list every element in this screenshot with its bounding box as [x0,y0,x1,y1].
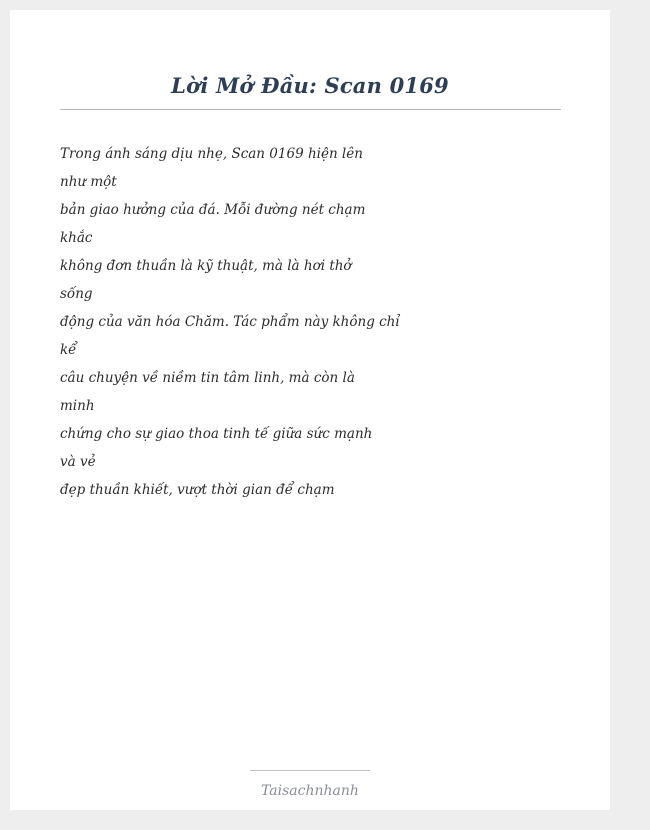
title-divider [60,109,561,110]
text-line: sống [60,286,93,302]
text-line: khắc [60,230,93,246]
text-line: kể [60,342,77,358]
text-line: bản giao hưởng của đá. Mỗi đường nét chạm [60,202,366,218]
body-text [60,140,400,504]
text-line: như một [60,174,117,190]
text-line: chứng cho sự giao thoa tinh tế giữa sức mạnh [60,426,373,442]
text-line: Trong ánh sáng dịu nhẹ, Scan 0169 hiện lên [60,146,363,162]
document-page [10,10,610,810]
text-line: đẹp thuần khiết, vượt thời gian để chạm [60,482,335,498]
text-line: minh [60,398,95,414]
footer-publisher: Taisachnhanh [261,783,359,799]
footer-divider [250,770,370,771]
page-title: Lời Mở Đầu: Scan 0169 [171,73,449,98]
text-line: không đơn thuần là kỹ thuật, mà là hơi thở [60,258,352,274]
text-line: động của văn hóa Chăm. Tác phẩm này không chỉ [60,314,400,330]
text-line: câu chuyện về niềm tin tâm linh, mà còn là [60,370,355,386]
text-line: và vẻ [60,454,96,470]
